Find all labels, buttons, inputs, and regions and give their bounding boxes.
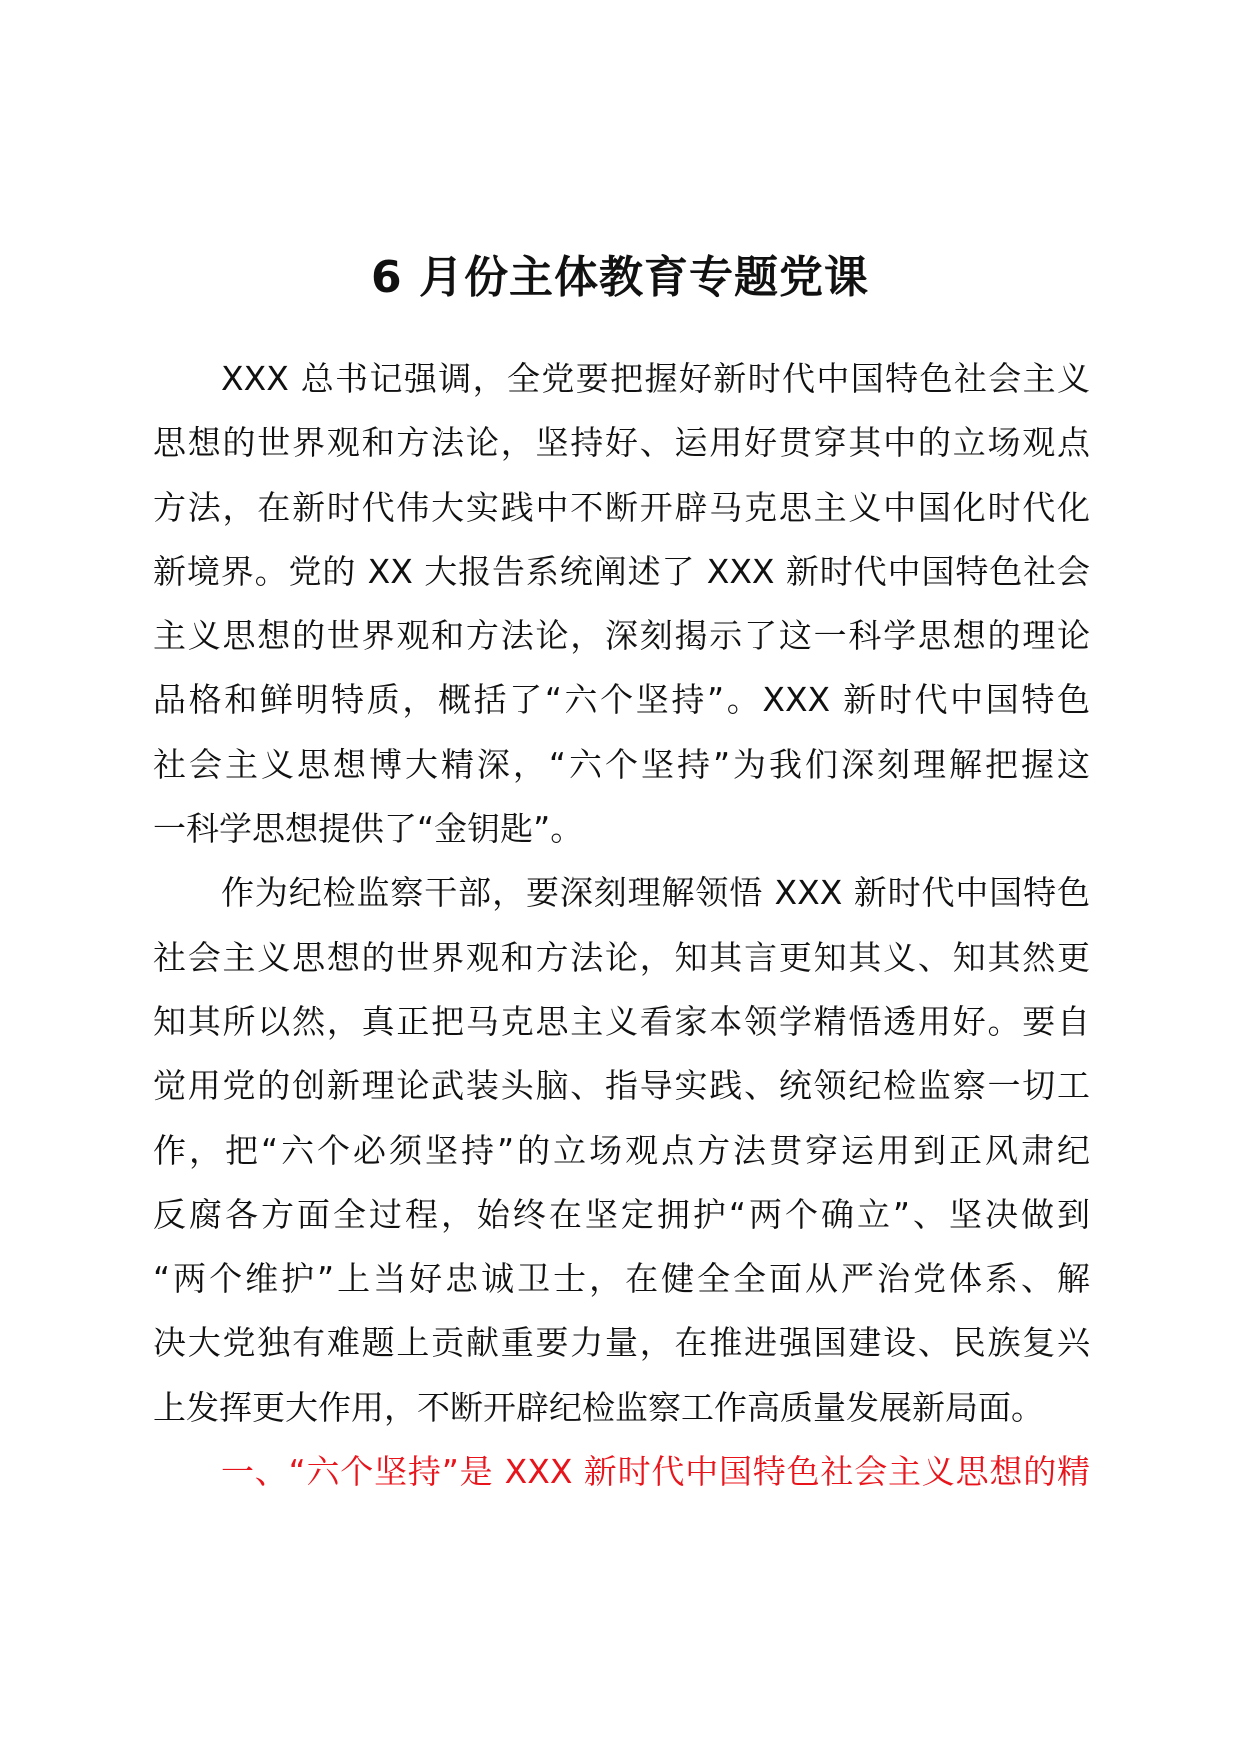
text-line: 反腐各方面全过程，始终在坚定拥护“两个确立”、坚决做到: [153, 1194, 1090, 1234]
text-line: 知其所以然，真正把马克思主义看家本领学精悟透用好。要自: [153, 1001, 1090, 1041]
paragraph-1: [153, 347, 1090, 861]
text-line: 作，把“六个必须坚持”的立场观点方法贯穿运用到正风肃纪: [153, 1130, 1090, 1170]
document-body: [153, 347, 1090, 1504]
text-line: 新境界。党的 XX 大报告系统阐述了 XXX 新时代中国特色社会: [153, 551, 1090, 591]
text-line: 思想的世界观和方法论，坚持好、运用好贯穿其中的立场观点: [153, 423, 1090, 463]
text-line: “两个维护”上当好忠诚卫士，在健全全面从严治党体系、解: [153, 1259, 1090, 1299]
text-line: 社会主义思想博大精深，“六个坚持”为我们深刻理解把握这: [153, 744, 1090, 784]
text-line: 方法，在新时代伟大实践中不断开辟马克思主义中国化时代化: [153, 487, 1090, 527]
paragraph-2: [153, 861, 1090, 1440]
section-heading: 一、“六个坚持”是 XXX 新时代中国特色社会主义思想的精: [221, 1452, 1090, 1492]
text-line: 作为纪检监察干部，要深刻理解领悟 XXX 新时代中国特色: [221, 873, 1090, 913]
text-line: 上发挥更大作用，不断开辟纪检监察工作高质量发展新局面。: [153, 1387, 1044, 1427]
text-line: 社会主义思想的世界观和方法论，知其言更知其义、知其然更: [153, 937, 1090, 977]
page-title: 6 月份主体教育专题党课: [371, 252, 869, 303]
text-line: 品格和鲜明特质，概括了“六个坚持”。XXX 新时代中国特色: [153, 680, 1090, 720]
text-line: 主义思想的世界观和方法论，深刻揭示了这一科学思想的理论: [153, 616, 1090, 656]
text-line: XXX 总书记强调，全党要把握好新时代中国特色社会主义: [221, 359, 1090, 398]
text-line: 一科学思想提供了“金钥匙”。: [153, 809, 584, 849]
text-line: 决大党独有难题上贡献重要力量，在推进强国建设、民族复兴: [153, 1323, 1090, 1363]
text-line: 觉用党的创新理论武装头脑、指导实践、统领纪检监察一切工: [153, 1066, 1090, 1106]
